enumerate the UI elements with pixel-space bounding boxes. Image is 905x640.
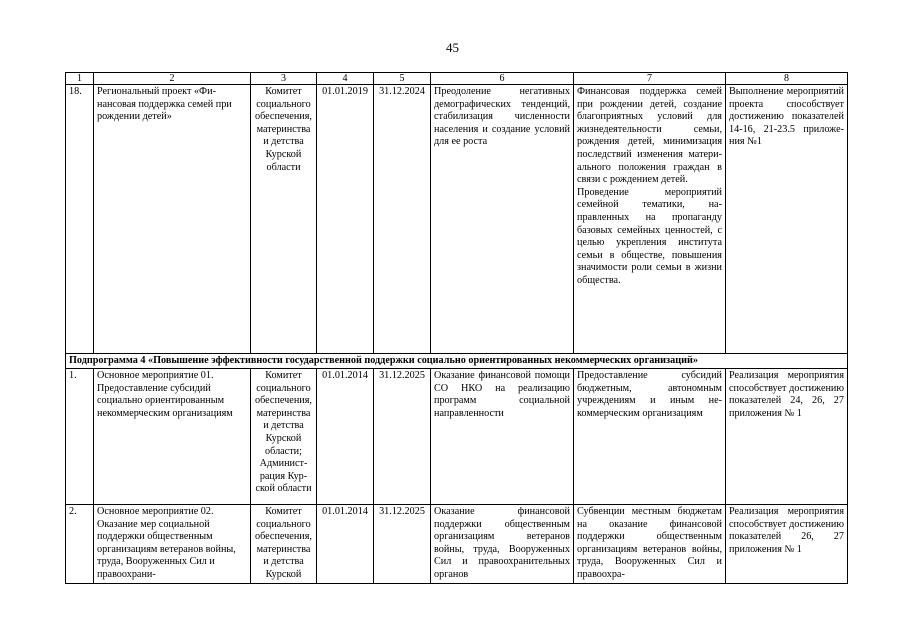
column-number-row [66,73,848,85]
end-date: 31.12.2024 [374,85,431,354]
measures-description: Субвенции местным бюджетам на оказание финансовой поддержки общественным организациям ветеранов войны, труда, Вооруженных Сил и правоохра- [574,505,726,584]
program-table [65,72,848,584]
row-number: 18. [66,85,94,354]
activity-name: Основное мероприятие 02. Оказание мер социальной поддержки общественным организациям ветеранов войны, труда, Вооруженных Сил и правоохрани- [94,505,251,584]
table-row [66,505,848,584]
measures-paragraph: Финансовая поддержка семей при рождении детей, создание благоприятных условий для жизнедеятельности семьи, рождения детей, минимизация последствий изменения материального положения граждан в связи с рождением детей. [577,86,722,186]
measures-description: Предоставление субсидий бюджетным, автономным учреждениям и иным некоммерческим организациям [574,369,726,505]
column-number: 2 [94,73,251,85]
result-description: Реализация мероприятия способствует достижению показателей 24, 26, 27 приложения № 1 [726,369,848,505]
subprogram-row [66,354,848,369]
executor: Комитет социального обеспечения, материнства и детства Курской [251,505,317,584]
column-number: 8 [726,73,848,85]
problem-description: Оказание финансовой поддержки общественным организациям ветеранов войны, труда, Вооруженных Сил и правоохранительных органов [431,505,574,584]
column-number: 4 [317,73,374,85]
end-date: 31.12.2025 [374,369,431,505]
row-number: 2. [66,505,94,584]
column-number: 5 [374,73,431,85]
result-description: Выполнение мероприятий проекта способствует достижению показателей 14-16, 21-23.5 приложения №1 [726,85,848,354]
end-date: 31.12.2025 [374,505,431,584]
measures-paragraph: Проведение мероприятий семейной тематики, направленных на пропаганду базовых семейных ценностей, с целью укрепления института семьи в обществе, повышения значимости роли семьи в жизни общества. [577,186,722,286]
problem-description: Оказание финансовой помощи СО НКО на реализацию программ социальной направленности [431,369,574,505]
table-row [66,369,848,505]
start-date: 01.01.2019 [317,85,374,354]
page-number: 45 [446,40,459,55]
activity-name: Основное мероприятие 01. Предоставление субсидий социально ориентированным некоммерческим организациям [94,369,251,505]
table-row [66,85,848,354]
column-number: 3 [251,73,317,85]
column-number: 7 [574,73,726,85]
problem-description: Преодоление негативных демографических тенденций, стабилизация численности населения и создание условий для ее роста [431,85,574,354]
start-date: 01.01.2014 [317,505,374,584]
column-number: 6 [431,73,574,85]
column-number: 1 [66,73,94,85]
start-date: 01.01.2014 [317,369,374,505]
row-number: 1. [66,369,94,505]
measures-description [574,85,726,354]
executor: Комитет социального обеспечения, материнства и детства Курской области [251,85,317,354]
project-name: Региональный проект «Финансовая поддержка семей при рождении детей» [94,85,251,354]
executor: Комитет социального обеспечения, материнства и детства Курской области; Администрация Курской области [251,369,317,505]
result-description: Реализация мероприятия способствует достижению показателей 26, 27 приложения № 1 [726,505,848,584]
subprogram-title: Подпрограмма 4 «Повышение эффективности государственной поддержки социально ориентированных некоммерческих организаций» [66,354,848,369]
